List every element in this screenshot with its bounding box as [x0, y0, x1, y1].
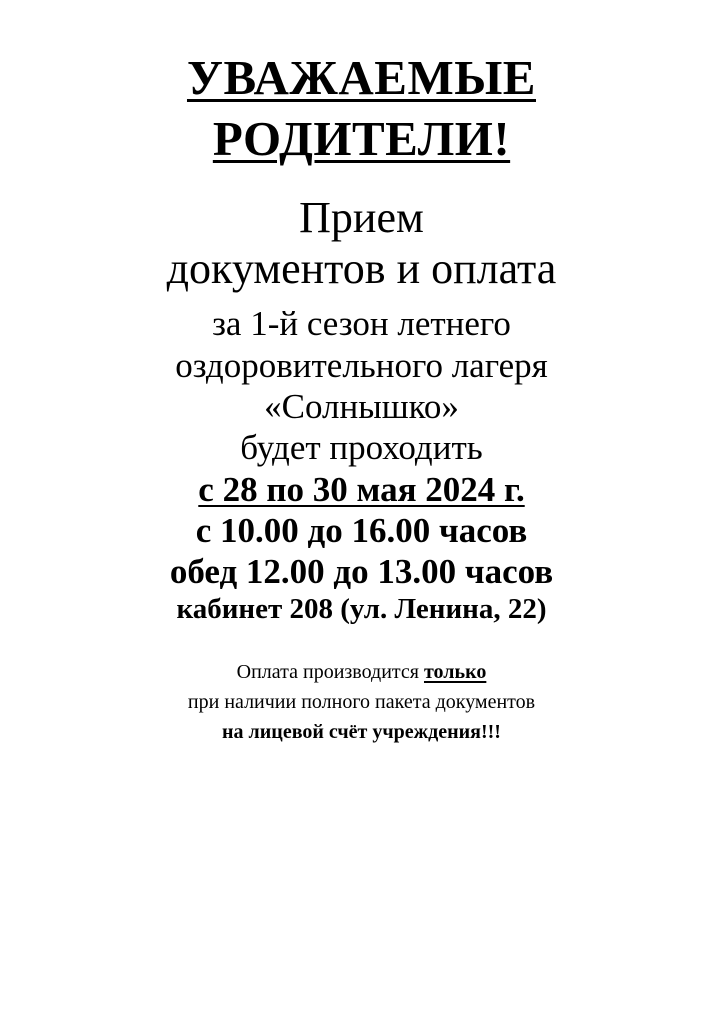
body-line-lunch: обед 12.00 до 13.00 часов	[169, 552, 554, 592]
body-line-dates: с 28 по 30 мая 2024 г.	[198, 469, 525, 509]
body-line-room-address: кабинет 208 (ул. Ленина, 22)	[176, 593, 547, 626]
body-line-season: за 1-й сезон летнего	[212, 304, 511, 344]
note-line-1-emphasis: только	[423, 660, 487, 683]
body-line-camp-name: «Солнышко»	[264, 386, 459, 426]
payment-note	[40, 657, 683, 747]
body-line-hours: с 10.00 до 16.00 часов	[195, 510, 528, 550]
page-title	[187, 48, 536, 170]
title-line-1: УВАЖАЕМЫЕ	[186, 50, 536, 105]
note-line-1	[40, 657, 683, 687]
body-line-documents-payment: документов и оплата	[166, 244, 557, 294]
announcement-body	[40, 192, 683, 627]
body-line-camp: оздоровительного лагеря	[175, 345, 548, 385]
note-line-3: на лицевой счёт учреждения!!!	[222, 720, 501, 743]
spacer-after-heading	[40, 295, 683, 303]
note-line-2: при наличии полного пакета документов	[187, 690, 536, 713]
body-line-will-take-place: будет проходить	[240, 428, 483, 468]
note-line-1-prefix: Оплата производится	[236, 660, 424, 683]
title-line-2: РОДИТЕЛИ!	[212, 110, 511, 166]
body-line-priem: Прием	[299, 192, 424, 242]
